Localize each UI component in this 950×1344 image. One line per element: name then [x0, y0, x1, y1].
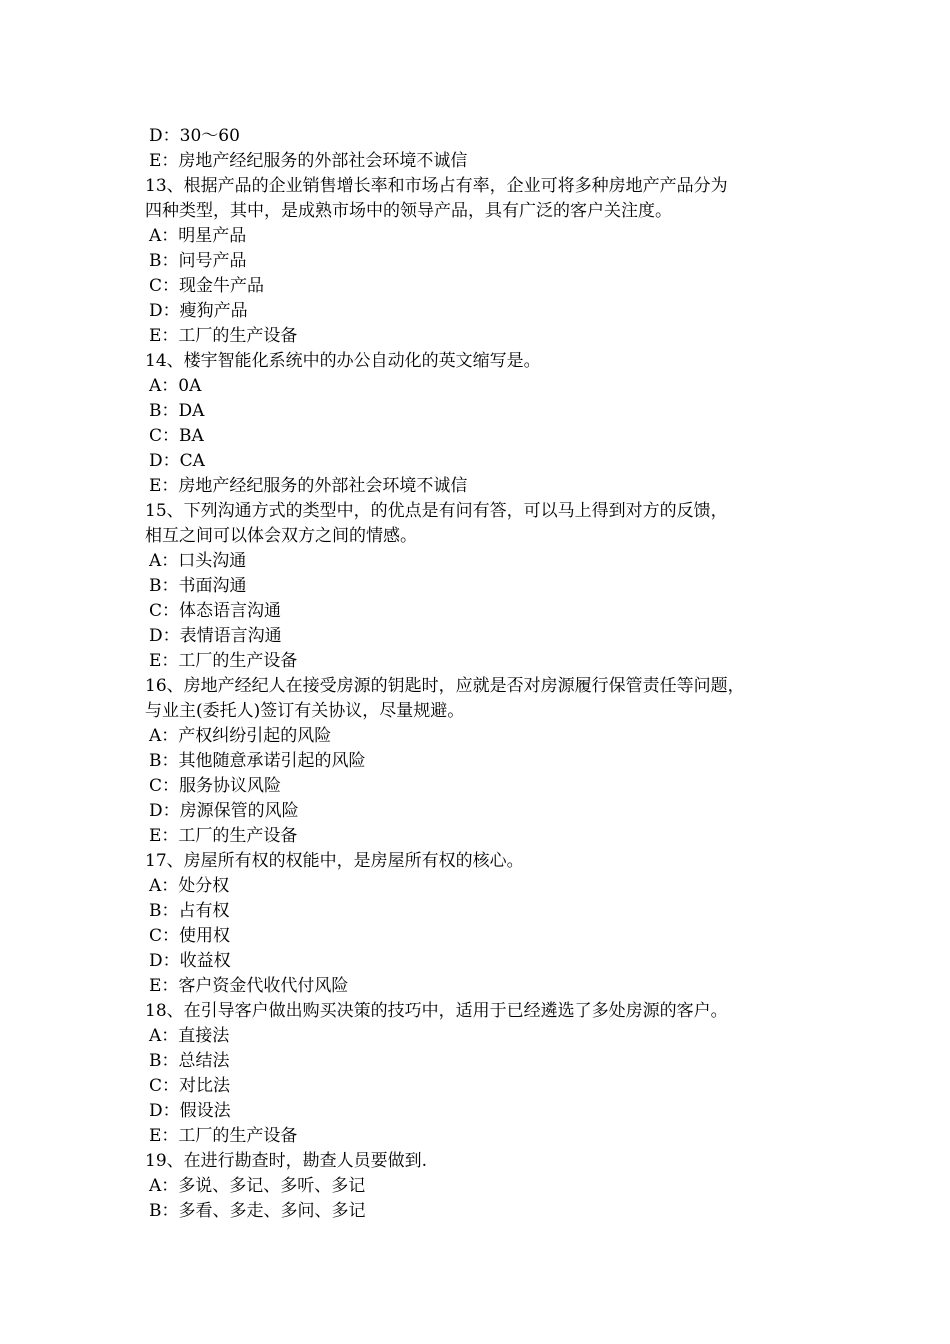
answer-option: D：30～60: [149, 126, 240, 146]
answer-option: C：使用权: [149, 926, 231, 946]
answer-option: A：明星产品: [149, 226, 247, 246]
question-line: 16、房地产经纪人在接受房源的钥匙时，应就是否对房源履行保管责任等问题，: [145, 676, 745, 696]
answer-option: C：服务协议风险: [149, 776, 282, 796]
answer-option: E：房地产经纪服务的外部社会环境不诚信: [149, 151, 468, 171]
exam-questions: [145, 124, 825, 1224]
answer-option: A：口头沟通: [149, 551, 247, 571]
answer-option: D：表情语言沟通: [149, 626, 282, 646]
answer-option: D：假设法: [149, 1101, 231, 1121]
document-page: [145, 124, 825, 1224]
answer-option: B：多看、多走、多问、多记: [149, 1201, 366, 1221]
question-text: [145, 674, 825, 724]
answer-option: B：其他随意承诺引起的风险: [149, 751, 366, 771]
question-text: [145, 174, 825, 224]
question-text: [145, 1149, 825, 1174]
answer-option: E：房地产经纪服务的外部社会环境不诚信: [149, 476, 468, 496]
answer-option: B：占有权: [149, 901, 230, 921]
question-line: 相互之间可以体会双方之间的情感。: [145, 526, 417, 546]
question-line: 19、在进行勘查时，勘查人员要做到.: [145, 1151, 428, 1171]
answer-option: A：多说、多记、多听、多记: [149, 1176, 366, 1196]
question-line: 18、在引导客户做出购买决策的技巧中，适用于已经遴选了多处房源的客户。: [145, 1001, 728, 1021]
answer-option: A：处分权: [149, 876, 230, 896]
question-text: [145, 849, 825, 874]
answer-option: C：体态语言沟通: [149, 601, 282, 621]
question-line: 14、楼宇智能化系统中的办公自动化的英文缩写是。: [145, 351, 541, 371]
answer-option: D：瘦狗产品: [149, 301, 248, 321]
answer-option: A：直接法: [149, 1026, 230, 1046]
answer-option: E：工厂的生产设备: [149, 826, 298, 846]
answer-option: B：书面沟通: [149, 576, 247, 596]
question-line: 15、下列沟通方式的类型中，的优点是有问有答，可以马上得到对方的反馈，: [145, 501, 728, 521]
question-text: [145, 999, 825, 1024]
answer-option: A：0A: [149, 376, 202, 396]
question-text: [145, 349, 825, 374]
question-line: 与业主(委托人)签订有关协议，尽量规避。: [145, 701, 465, 721]
question-line: 四种类型，其中，是成熟市场中的领导产品，具有广泛的客户关注度。: [145, 201, 672, 221]
answer-option: B：DA: [149, 401, 205, 421]
answer-option: E：工厂的生产设备: [149, 651, 298, 671]
answer-option: A：产权纠纷引起的风险: [149, 726, 332, 746]
question-text: [145, 499, 825, 549]
answer-option: C：BA: [149, 426, 204, 446]
question-line: 17、房屋所有权的权能中，是房屋所有权的核心。: [145, 851, 524, 871]
answer-option: C：对比法: [149, 1076, 231, 1096]
answer-option: E：工厂的生产设备: [149, 326, 298, 346]
question-line: 13、根据产品的企业销售增长率和市场占有率，企业可将多种房地产产品分为: [145, 176, 728, 196]
answer-option: B：问号产品: [149, 251, 247, 271]
answer-option: B：总结法: [149, 1051, 230, 1071]
answer-option: D：房源保管的风险: [149, 801, 299, 821]
answer-option: C：现金牛产品: [149, 276, 265, 296]
answer-option: D：CA: [149, 451, 205, 471]
answer-option: E：工厂的生产设备: [149, 1126, 298, 1146]
answer-option: D：收益权: [149, 951, 231, 971]
answer-option: E：客户资金代收代付风险: [149, 976, 349, 996]
